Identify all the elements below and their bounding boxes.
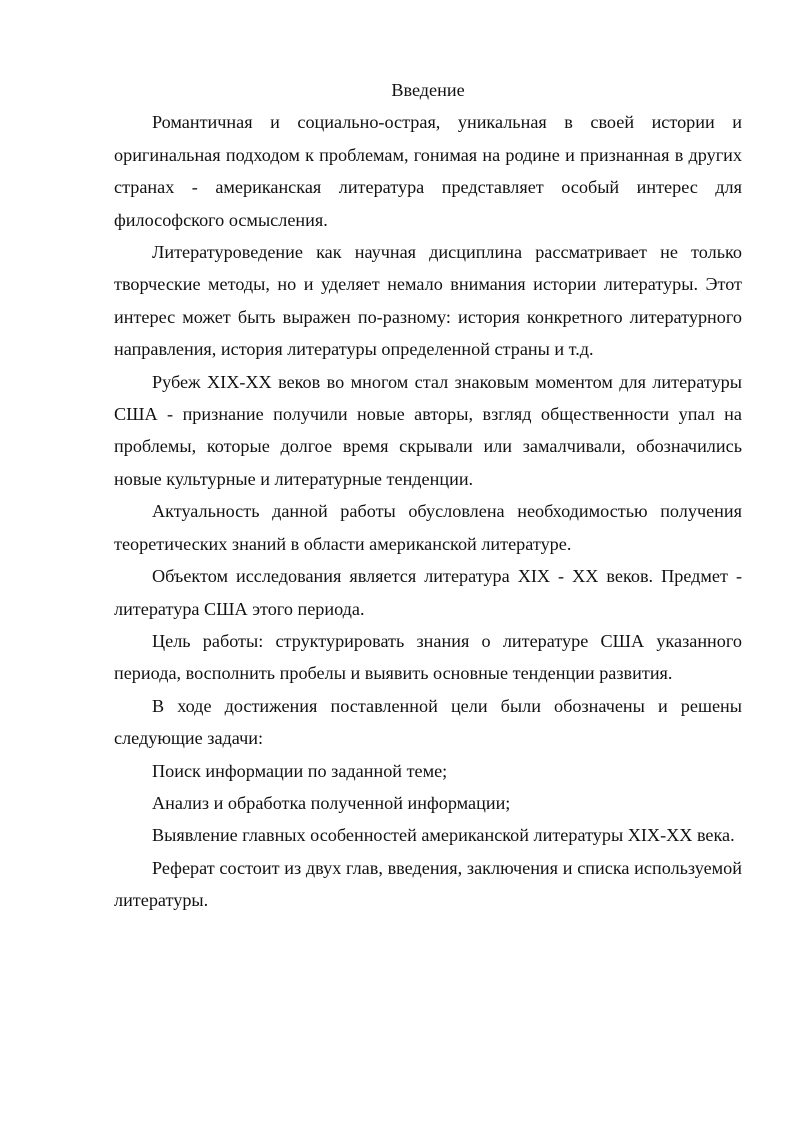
- task-item-3: Выявление главных особенностей американской литературы XIX-XX века.: [152, 825, 735, 846]
- task-item-1: Поиск информации по заданной теме;: [152, 760, 448, 781]
- page-title: Введение: [391, 80, 465, 100]
- task-item-2: Анализ и обработка полученной информации;: [152, 792, 511, 813]
- paragraph-6: Цель работы: структурировать знания о литературе США указанного периода, восполнить пробелы и выявить основные тенденции развития.: [114, 630, 742, 684]
- paragraph-1: Романтичная и социально-острая, уникальная в своей истории и оригинальная подходом к проблемам, гонимая на родине и признанная в других странах - американская литература представляет особый интерес для философского осмысления.: [114, 112, 742, 230]
- paragraph-4: Актуальность данной работы обусловлена необходимостью получения теоретических знаний в области американской литературе.: [114, 501, 742, 554]
- paragraph-2: Литературоведение как научная дисциплина рассматривает не только творческие методы, но и уделяет немало внимания истории литературы. Этот интерес может быть выражен по-разному: история конкретного литературного направления, история литературы определенной страны и т.д.: [114, 242, 742, 360]
- paragraph-3: Рубеж XIX-XX веков во многом стал знаковым моментом для литературы США - признание получили новые авторы, взгляд общественности упал на проблемы, которые долгое время скрывали или замалчивали, обозначились новые культурные и литературные тенденции.: [114, 371, 742, 489]
- paragraph-5: Объектом исследования является литература XIX - XX веков. Предмет - литература США этого периода.: [114, 566, 742, 619]
- document-body: [114, 74, 742, 917]
- paragraph-structure: Реферат состоит из двух глав, введения, заключения и списка используемой литературы.: [114, 857, 742, 911]
- paragraph-7: В ходе достижения поставленной цели были обозначены и решены следующие задачи:: [114, 695, 742, 749]
